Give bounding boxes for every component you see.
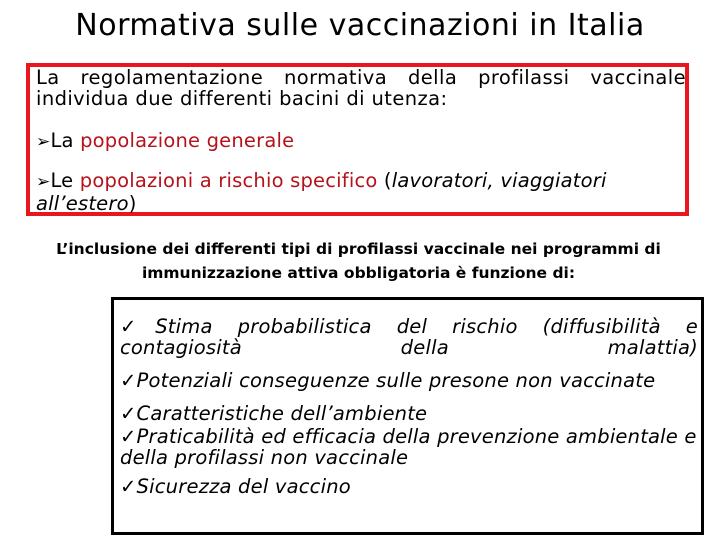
bullet-examples: lavoratori, viaggiatori all’estero — [36, 169, 607, 215]
criteria-text: Caratteristiche dell’ambiente — [136, 402, 428, 425]
checkmark-icon: ✓ — [120, 402, 137, 425]
criteria-item — [120, 370, 698, 391]
utenza-box — [26, 63, 689, 216]
bullet-popolazioni-rischio — [36, 170, 686, 215]
bullet-paren-open: ( — [377, 169, 392, 192]
criteria-item — [120, 426, 698, 468]
checkmark-icon: ✓ — [120, 475, 137, 498]
intro-text: La regolamentazione normativa della profilassi vaccinale individua due differenti bacini di utenza: — [36, 66, 686, 110]
criteria-text: Sicurezza del vaccino — [136, 475, 351, 498]
bullet-paren-close: ) — [128, 192, 137, 215]
inclusion-statement: L’inclusione dei differenti tipi di profilassi vaccinale nei programmi di immunizzazione attiva obbligatoria è funzione di: — [56, 240, 661, 282]
page-title: Normativa sulle vaccinazioni in Italia — [75, 8, 645, 43]
bullet-highlight: popolazione generale — [80, 129, 295, 152]
bullet-highlight: popolazioni a rischio specifico — [79, 169, 378, 192]
bullet-prefix: La — [50, 129, 81, 152]
criteria-item — [120, 316, 698, 358]
arrow-bullet-icon: ➢ — [36, 132, 51, 152]
criteria-text: Praticabilità ed efficacia della prevenzione ambientale e della profilassi non vaccinale — [120, 425, 697, 469]
criteria-box — [111, 297, 704, 535]
arrow-bullet-icon: ➢ — [36, 172, 51, 192]
bullet-popolazione-generale — [36, 130, 686, 153]
criteria-item — [120, 403, 698, 424]
bullet-prefix: Le — [50, 169, 80, 192]
criteria-text: Stima probabilistica del rischio (diffusibilità e contagiosità della malattia) — [120, 315, 698, 359]
checkmark-icon: ✓ — [120, 315, 156, 338]
checkmark-icon: ✓ — [120, 369, 137, 392]
criteria-item — [120, 476, 698, 497]
criteria-text: Potenziali conseguenze sulle presone non vaccinate — [136, 369, 656, 392]
checkmark-icon: ✓ — [120, 425, 137, 448]
criteria-list — [120, 316, 698, 497]
